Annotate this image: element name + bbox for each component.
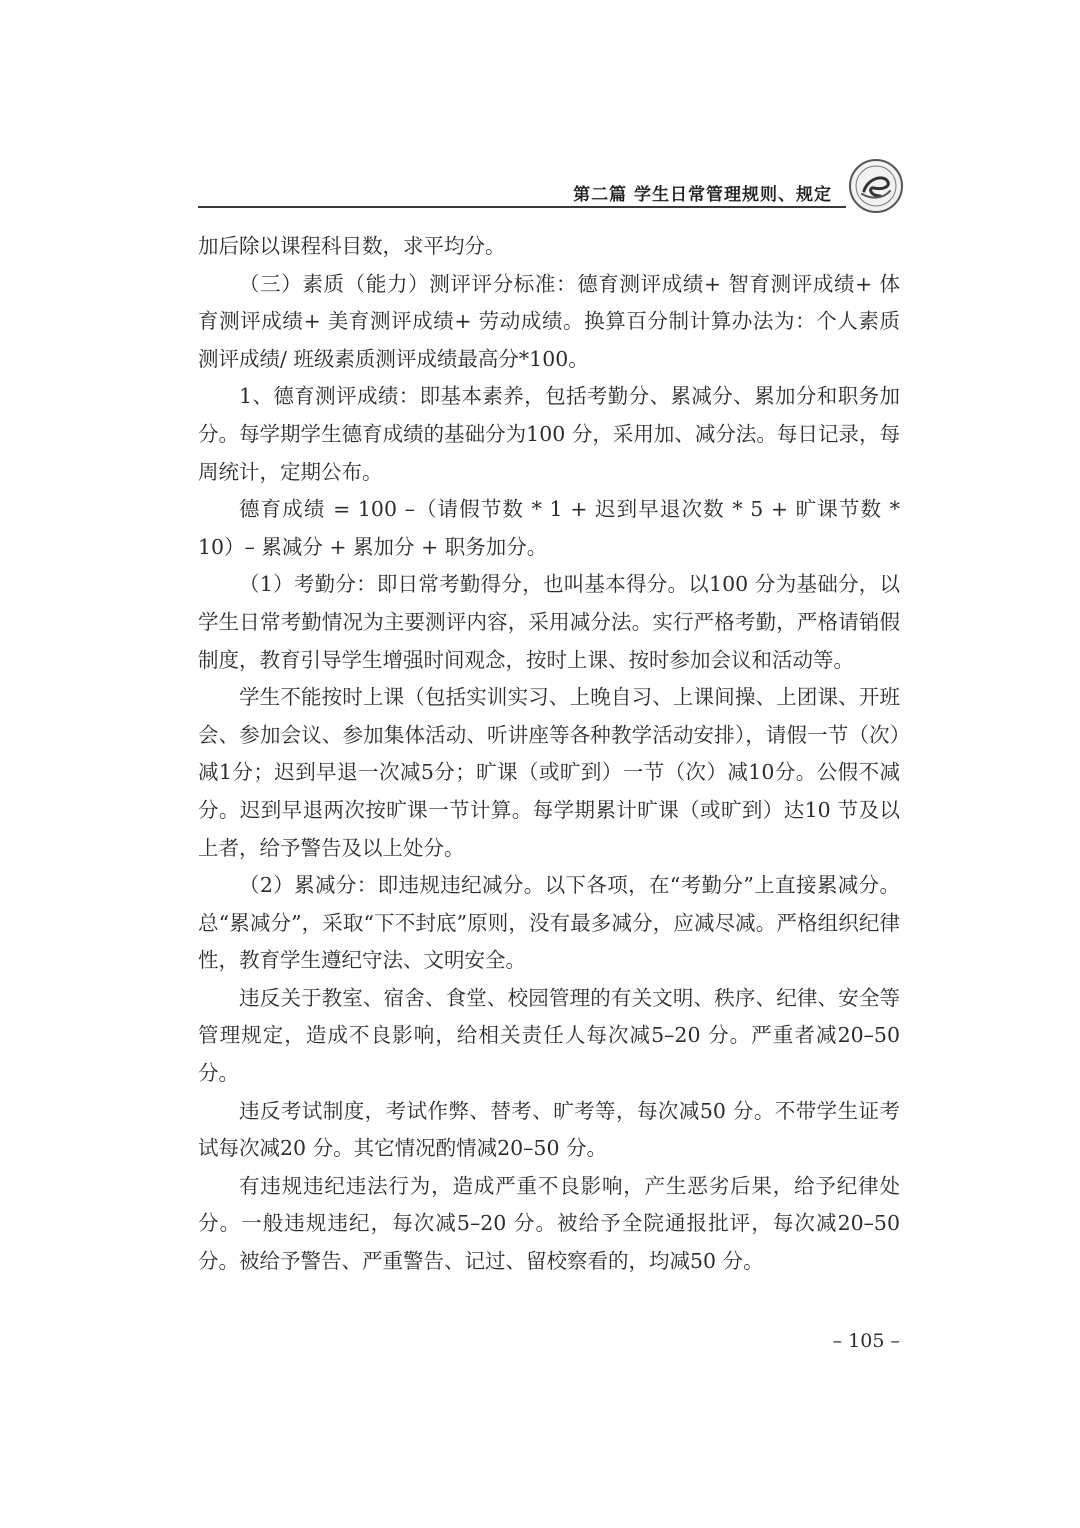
body-text bbox=[198, 228, 900, 1281]
paragraph: （1）考勤分：即日常考勤得分，也叫基本得分。以100 分为基础分，以学生日常考勤情况为主要测评内容，采用减分法。实行严格考勤，严格请销假制度，教育引导学生增强时间观念，按时上课、按时参加会议和活动等。 bbox=[198, 572, 900, 672]
paragraph: 违反考试制度，考试作弊、替考、旷考等，每次减50 分。不带学生证考试每次减20 分。其它情况酌情减20–50 分。 bbox=[198, 1098, 900, 1161]
paragraph: 有违规违纪违法行为，造成严重不良影响，产生恶劣后果，给予纪律处分。一般违规违纪，每次减5–20 分。被给予全院通报批评，每次减20–50分。被给予警告、严重警告、记过、留校察看的，均减50 分。 bbox=[198, 1173, 900, 1274]
school-emblem-icon bbox=[848, 158, 904, 214]
paragraph: 学生不能按时上课（包括实训实习、上晚自习、上课间操、上团课、开班会、参加会议、参加集体活动、听讲座等各种教学活动安排），请假一节（次）减1分；迟到早退一次减5分；旷课（或旷到）一节（次）减10分。公假不减分。迟到早退两次按旷课一节计算。每学期累计旷课（或旷到）达10 节及以上者，给予警告及以上处分。 bbox=[198, 685, 900, 860]
paragraph: 加后除以课程科目数，求平均分。 bbox=[198, 234, 506, 258]
paragraph: 德育成绩 = 100 –（请假节数 * 1 + 迟到早退次数 * 5 + 旷课节数 * 10）– 累减分 + 累加分 + 职务加分。 bbox=[198, 497, 900, 559]
paragraph: （2）累减分：即违规违纪减分。以下各项，在“考勤分”上直接累减分。总“累减分”，采取“下不封底”原则，没有最多减分，应减尽减。严格组织纪律性，教育学生遵纪守法、文明安全。 bbox=[198, 873, 900, 973]
header-rule bbox=[198, 206, 846, 208]
paragraph: 1、德育测评成绩：即基本素养，包括考勤分、累减分、累加分和职务加分。每学期学生德育成绩的基础分为100 分，采用加、减分法。每日记录，每周统计，定期公布。 bbox=[198, 384, 900, 484]
running-header bbox=[198, 168, 838, 208]
running-header-title: 第二篇 学生日常管理规则、规定 bbox=[573, 185, 832, 205]
page-number: – 105 – bbox=[832, 1330, 900, 1352]
paragraph: 违反关于教室、宿舍、食堂、校园管理的有关文明、秩序、纪律、安全等管理规定，造成不良影响，给相关责任人每次减5–20 分。严重者减20–50 分。 bbox=[198, 985, 900, 1086]
paragraph: （三）素质（能力）测评评分标准：德育测评成绩+ 智育测评成绩+ 体育测评成绩+ 美育测评成绩+ 劳动成绩。换算百分制计算办法为：个人素质测评成绩/ 班级素质测评成绩最高分*100。 bbox=[198, 271, 900, 371]
